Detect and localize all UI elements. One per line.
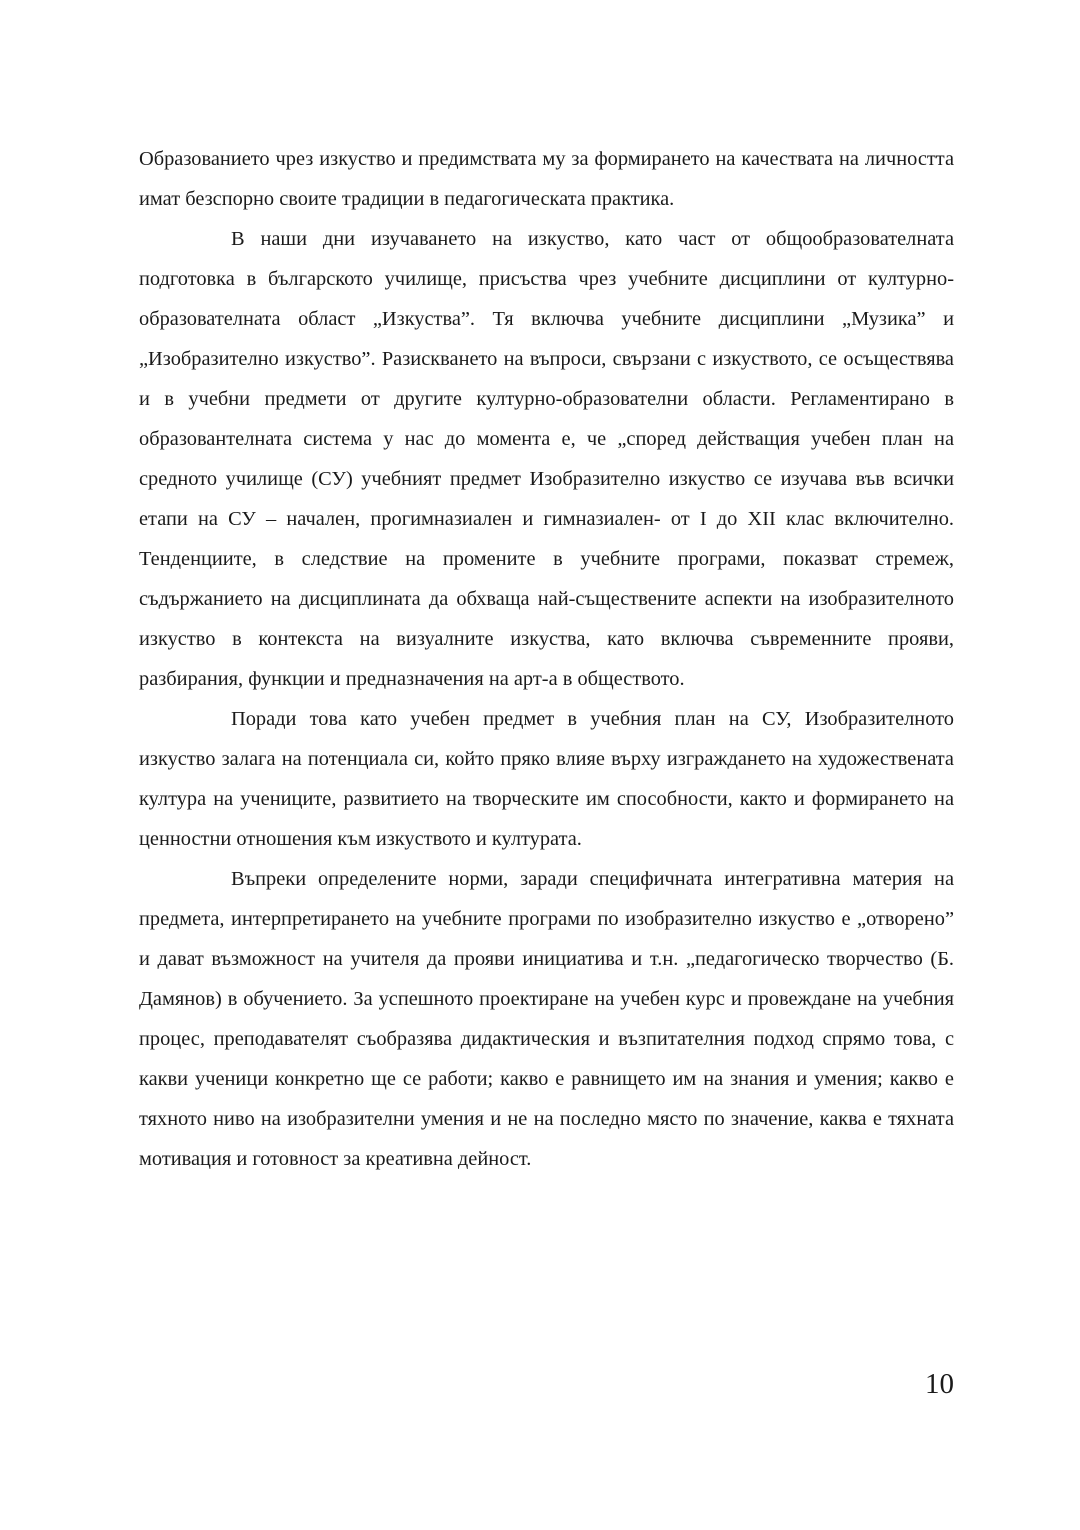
page-number: 10 <box>925 1368 954 1400</box>
body-text <box>139 139 954 1179</box>
paragraph-4: Въпреки определените норми, заради специфичната интегративна материя на предмета, интерпретирането на учебните програми по изобразително изкуство е „отворено” и дават възможност на учителя да прояви инициатива и т.н. „педагогическо творчество (Б. Дамянов) в обучението. За успешното проектиране на учебен курс и провеждане на учебния процес, преподавателят съобразява дидактическия и възпитателния подход спрямо това, с какви ученици конкретно ще се работи; какво е равнището им на знания и умения; какво е тяхното ниво на изобразителни умения и не на последно място по значение, каква е тяхната мотивация и готовност за креативна дейност. <box>139 868 954 1170</box>
paragraph-1: Образованието чрез изкуство и предимствата му за формирането на качествата на личността имат безспорно своите традиции в педагогическата практика. <box>139 148 954 210</box>
paragraph-2: В наши дни изучаването на изкуство, като част от общообразователната подготовка в българското училище, присъства чрез учебните дисциплини от културно-образователната област „Изкуства”. Тя включва учебните дисциплини „Музика” и „Изобразително изкуство”. Разискването на въпроси, свързани с изкуството, се осъществява и в учебни предмети от другите културно-образователни области. Регламентирано в образовантелната система у нас до момента е, че „според действащия учебен план на средното училище (СУ) учебният предмет Изобразително изкуство се изучава във всички етапи на СУ – начален, прогимназиален и гимназиален- от I до XII клас включително. Тенденциите, в следствие на промените в учебните програми, показват стремеж, съдържанието на дисциплината да обхваща най-съществените аспекти на изобразителното изкуство в контекста на визуалните изкуства, като включва съвременните прояви, разбирания, функции и предназначения на арт-а в обществото. <box>139 228 954 690</box>
paragraph-3: Поради това като учебен предмет в учебния план на СУ, Изобразителното изкуство залага на потенциала си, който пряко влияе върху изграждането на художествената култура на учениците, развитието на творческите им способности, както и формирането на ценностни отношения към изкуството и културата. <box>139 708 954 850</box>
